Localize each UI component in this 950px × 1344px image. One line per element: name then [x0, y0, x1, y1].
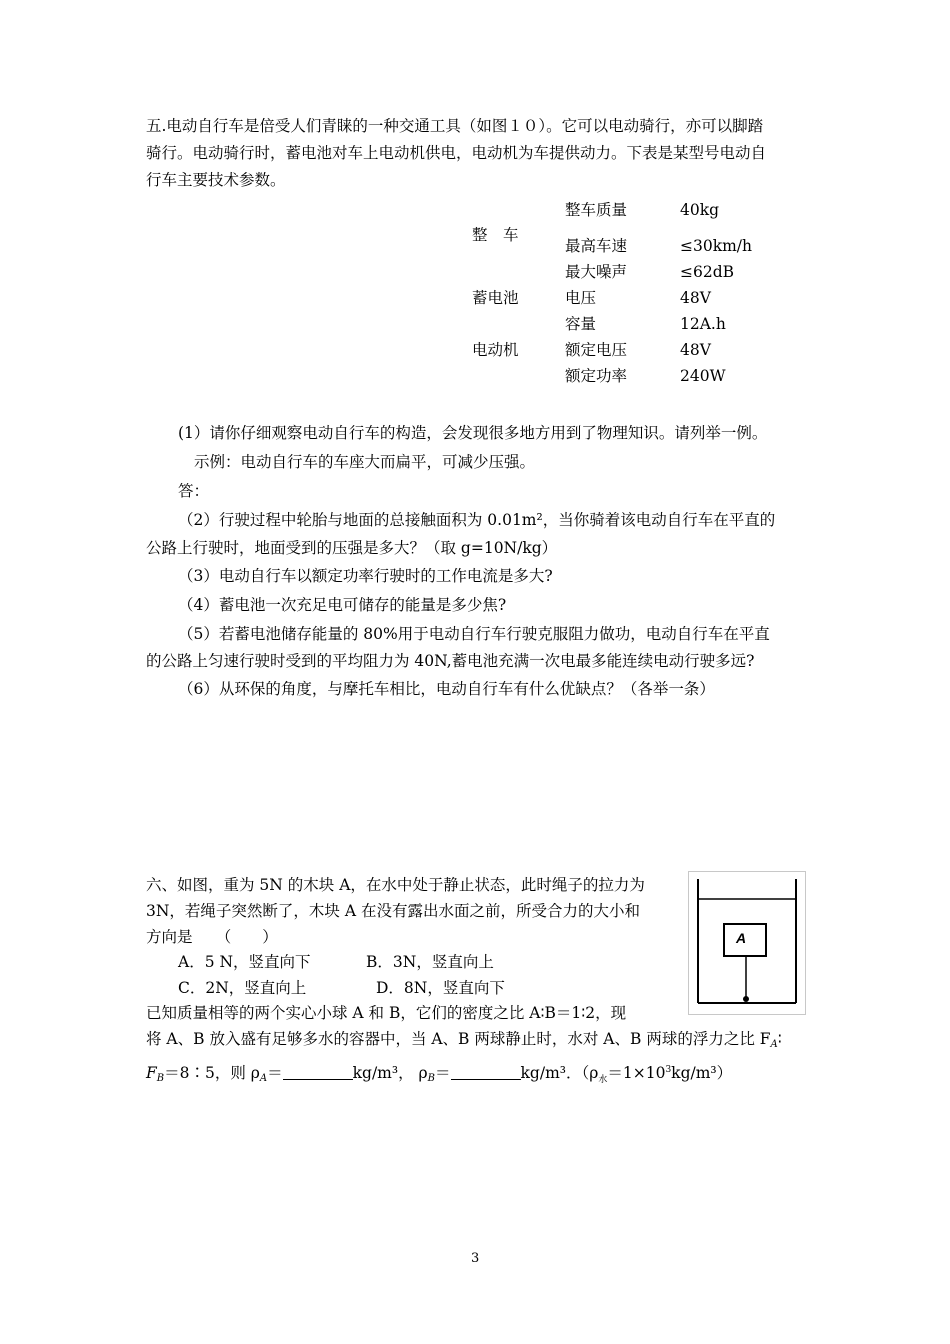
param-value: ≤30km/h [680, 237, 753, 255]
q6-option-d: D．8N，竖直向下 [376, 979, 505, 997]
q5-sub-6: （6）从环保的角度，与摩托车相比，电动自行车有什么优缺点？（各举一条） [178, 680, 715, 698]
q5-sub-2-line-1: （2）行驶过程中轮胎与地面的总接触面积为 0.01m²，当你骑着该电动自行车在平直的 [178, 511, 776, 529]
ratio-text: ＝8∶5，则 ρ [164, 1064, 260, 1082]
equals: ＝ [267, 1064, 283, 1082]
param-name: 整车质量 [565, 201, 628, 219]
q7-line-2-end: ∶ [777, 1030, 782, 1048]
q5-sub-2-line-2: 公路上行驶时，地面受到的压强是多大？（取 g=10N/kg） [146, 539, 558, 557]
param-name: 额定功率 [565, 367, 628, 385]
param-name: 最大噪声 [565, 263, 628, 281]
q5-sub-5-line-1: （5）若蓄电池储存能量的 80%用于电动自行车行驶克服阻力做功，电动自行车在平直 [178, 625, 770, 643]
water-density: ＝1×10 [607, 1064, 666, 1082]
group-battery: 蓄电池 [472, 289, 519, 307]
q6-option-c: C．2N，竖直向上 [178, 979, 307, 997]
q5-sub-5-line-2: 的公路上匀速行驶时受到的平均阻力为 40N,蓄电池充满一次电最多能连续电动行驶多远? [146, 652, 755, 670]
q6-option-a: A．5 N，竖直向下 [178, 953, 311, 971]
q5-answer-label: 答： [178, 482, 210, 500]
q6-line-2: 3N，若绳子突然断了，木块 A 在没有露出水面之前，所受合力的大小和 [146, 902, 640, 920]
param-value: 48V [680, 289, 711, 307]
q7-line-3 [146, 1064, 732, 1086]
q6-option-b: B．3N，竖直向上 [366, 953, 494, 971]
block-a-label: A [736, 930, 747, 946]
q5-sub-3: （3）电动自行车以额定功率行驶时的工作电流是多大? [178, 567, 553, 585]
param-name: 容量 [565, 315, 597, 333]
group-vehicle: 整 车 [472, 226, 519, 244]
q6-line-1: 六、如图，重为 5N 的木块 A，在水中处于静止状态，此时绳子的拉力为 [146, 876, 645, 894]
param-value: 12A.h [680, 315, 726, 333]
force-symbol: F [146, 1064, 157, 1082]
superscript: 3 [665, 1065, 672, 1075]
subscript: A [259, 1073, 268, 1084]
answer-blank-rho-a[interactable] [283, 1065, 353, 1080]
q7-line-2 [146, 1030, 782, 1051]
subscript: B [427, 1073, 436, 1084]
param-name: 电压 [565, 289, 597, 307]
subscript: 水 [598, 1075, 608, 1085]
param-value: 240W [680, 367, 726, 385]
q5-sub-1: (1）请你仔细观察电动自行车的构造，会发现很多地方用到了物理知识。请列举一例。 [178, 424, 768, 442]
unit-text: kg/m³） [671, 1064, 733, 1082]
answer-blank-rho-b[interactable] [451, 1065, 521, 1080]
subscript: A [770, 1039, 778, 1050]
q5-intro-line-1: 五.电动自行车是倍受人们青睐的一种交通工具（如图１０）。它可以电动骑行，亦可以脚踏 [146, 117, 764, 135]
unit-text: kg/m³， [352, 1064, 414, 1082]
param-name: 最高车速 [565, 237, 628, 255]
q7-line-2-text: 将 A、B 放入盛有足够多水的容器中，当 A、B 两球静止时，水对 A、B 两球的浮力之比 F [146, 1030, 771, 1048]
q6-line-3: 方向是 （ ） [146, 928, 278, 946]
q7-line-1: 已知质量相等的两个实心小球 A 和 B，它们的密度之比 A∶B＝1∶2，现 [146, 1004, 627, 1022]
unit-text: kg/m³．（ρ [520, 1064, 599, 1082]
rho-symbol: ρ [418, 1064, 428, 1082]
param-value: 48V [680, 341, 711, 359]
q5-example: 示例：电动自行车的车座大而扁平，可减少压强。 [194, 453, 536, 471]
equals: ＝ [435, 1064, 451, 1082]
subscript: B [156, 1073, 165, 1084]
q5-intro-line-3: 行车主要技术参数。 [146, 171, 286, 189]
param-value: ≤62dB [680, 263, 735, 281]
q5-intro-line-2: 骑行。电动骑行时，蓄电池对车上电动机供电，电动机为车提供动力。下表是某型号电动自 [146, 144, 767, 162]
container-diagram [688, 871, 806, 1015]
buoyancy-figure [688, 871, 806, 1015]
q5-sub-4: （4）蓄电池一次充足电可储存的能量是多少焦? [178, 596, 507, 614]
param-name: 额定电压 [565, 341, 628, 359]
group-motor: 电动机 [472, 341, 519, 359]
param-value: 40kg [680, 201, 720, 219]
page-number: 3 [471, 1251, 480, 1266]
